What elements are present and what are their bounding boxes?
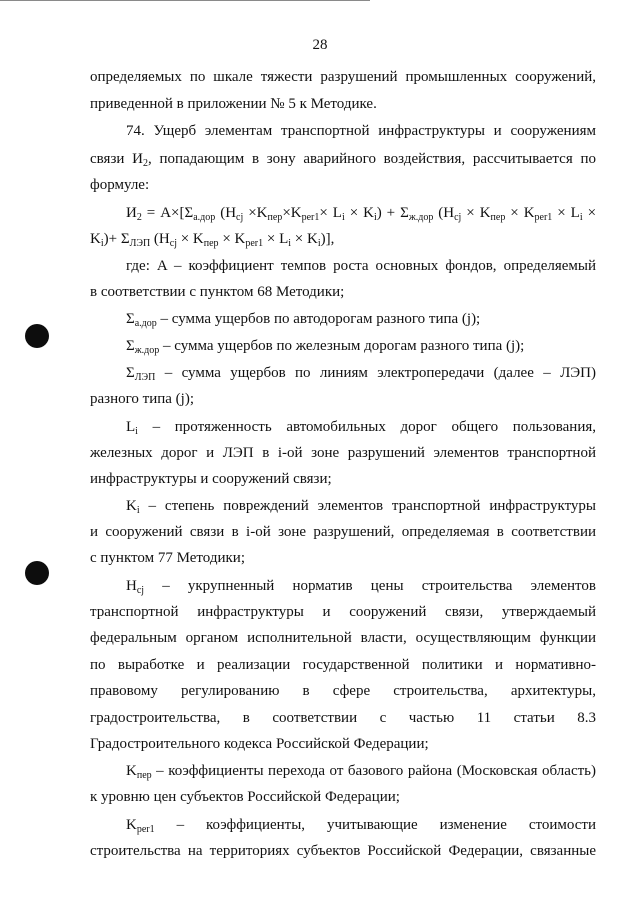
text-line: 74. Ущерб элементам транспортной инфраструктуры и сооружениям (126, 123, 596, 139)
text-line: к уровню цен субъектов Российской Федерации; (90, 789, 400, 805)
text-line: инфраструктуры и сооружений связи; (90, 471, 332, 487)
text-line: в соответствии с пунктом 68 Методики; (90, 284, 345, 300)
text-line: приведенной в приложении № 5 к Методике. (90, 96, 377, 112)
text-line: $И_2 = A\times[\Sigma_{а.дор}$ $(H_{cj} \times K_{пер}\times K_{per1}\times L_i \times K_i) + \Sigma_{ж.дор}$ ($H_{cj} \times K_{пер} \times K_{per1} \times L_i$ × (126, 205, 597, 223)
text-line: федеральным органом исполнительной власти, осуществляющим функции (90, 630, 596, 646)
text-line: $\Sigma_{ж.дор}$ – сумма ущербов по железным дорогам разного типа (j); (126, 338, 525, 356)
text-line: $K_i$ – степень повреждений элементов транспортной инфраструктуры (126, 498, 596, 516)
text-line: градостроительства, в соответствии с частью 11 статьи 8.3 (90, 710, 596, 726)
text-line: $K_{пер}$ – коэффициенты перехода от базового района (Московская область) (126, 763, 596, 781)
text-line: формуле: (90, 177, 150, 193)
text-line: правовому регулированию в сфере строительства, архитектуры, (90, 683, 596, 699)
top-rule (0, 0, 370, 1)
text-line: $K_i)+ \Sigma_{ЛЭП}$ $(H_{cj} \times K_{пер} \times K_{per1} \times L_i \times K_i)$], (90, 231, 335, 249)
text-line: по выработке и реализации государственной политики и нормативно- (90, 657, 596, 673)
text-line: определяемых по шкале тяжести разрушений промышленных сооружений, (90, 69, 596, 85)
punch-hole-mark (25, 561, 49, 585)
text-line: с пунктом 77 Методики; (90, 550, 245, 566)
text-line: $\Sigma_{ЛЭП}$ – сумма ущербов по линиям электропередачи (далее – ЛЭП) (126, 365, 596, 383)
text-line: $\Sigma_{а.дор}$ – сумма ущербов по автодорогам разного типа (j); (126, 311, 481, 329)
text-line: и сооружений связи в i-ой зоне разрушений, определяемая в соответствии (90, 524, 596, 540)
text-line: где: A – коэффициент темпов роста основных фондов, определяемый (126, 258, 596, 274)
page-number: 28 (312, 37, 328, 53)
text-line: $K_{per1}$ – коэффициенты, учитывающие изменение стоимости (126, 817, 596, 835)
text-line: $H_{cj}$ – укрупненный норматив цены строительства элементов (126, 578, 596, 596)
text-line: транспортной инфраструктуры и сооружений связи, утверждаемый (90, 604, 596, 620)
text-line: железных дорог и ЛЭП в i-ой зоне разрушений элементов транспортной (90, 445, 596, 461)
text-line: Градостроительного кодекса Российской Федерации; (90, 736, 429, 752)
text-line: разного типа (j); (90, 391, 194, 407)
text-line: $L_i$ – протяженность автомобильных дорог общего пользования, (126, 419, 596, 437)
text-line: строительства на территориях субъектов Российской Федерации, связанные (90, 843, 596, 859)
punch-hole-mark (25, 324, 49, 348)
text-line: связи $И_2$, попадающим в зону аварийного воздействия, рассчитывается по (90, 151, 596, 169)
